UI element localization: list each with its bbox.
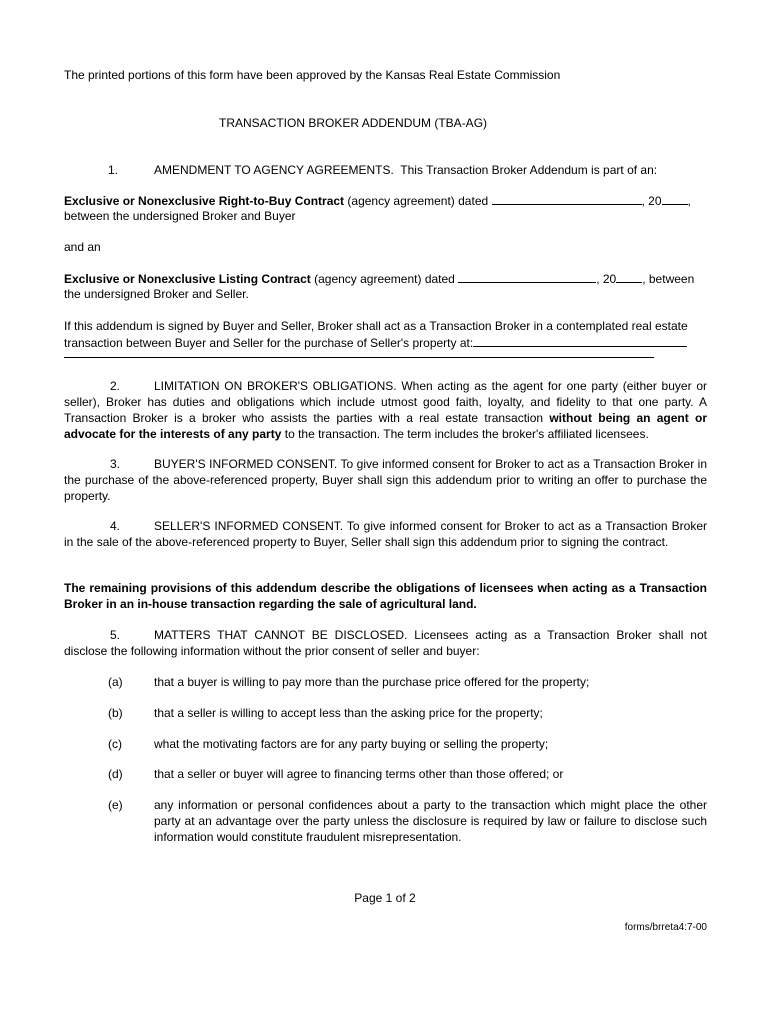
listing-between: , between xyxy=(642,272,695,286)
section-1-number: 1. xyxy=(108,163,119,177)
page-number: Page 1 of 2 xyxy=(354,891,416,905)
item-letter: (d) xyxy=(108,767,123,781)
signed-clause-line-1: If this addendum is signed by Buyer and Seller, Broker shall act as a Transaction Broker in a contemplated real estate xyxy=(64,319,688,333)
property-address-field[interactable] xyxy=(473,334,687,347)
buy-year-field[interactable] xyxy=(662,192,688,205)
list-item-b xyxy=(0,705,770,721)
section-4 xyxy=(64,518,707,550)
item-text: that a buyer is willing to pay more than the purchase price offered for the property; xyxy=(154,675,590,689)
listing-contract-text: (agency agreement) dated xyxy=(314,272,455,286)
item-letter: (a) xyxy=(108,675,123,689)
section-5-text: MATTERS THAT CANNOT BE DISCLOSED. Licensees acting as a Transaction Broker shall not disclose the following information without the prior consent of seller and buyer: xyxy=(64,628,707,658)
remaining-provisions-note: The remaining provisions of this addendum describe the obligations of licensees when acting as a Transaction Broker in an in-house transaction regarding the sale of agricultural land. xyxy=(64,581,707,611)
section-2-text-b: to the transaction. The term includes the broker's affiliated licensees. xyxy=(281,427,649,441)
listing-year-field[interactable] xyxy=(616,270,642,283)
buy-date-field[interactable] xyxy=(492,192,642,205)
item-letter: (c) xyxy=(108,737,122,751)
section-3-number: 3. xyxy=(110,457,121,471)
approval-note: The printed portions of this form have been approved by the Kansas Real Estate Commission xyxy=(64,68,561,82)
item-text: that a seller or buyer will agree to financing terms other than those offered; or xyxy=(154,767,564,781)
buy-contract-parties: between the undersigned Broker and Buyer xyxy=(64,209,296,223)
section-1-title: AMENDMENT TO AGENCY AGREEMENTS. xyxy=(154,163,394,177)
listing-year-prefix: , 20 xyxy=(596,272,617,286)
buy-contract-label: Exclusive or Nonexclusive Right-to-Buy Contract xyxy=(64,194,345,208)
section-4-text: SELLER'S INFORMED CONSENT. To give informed consent for Broker to act as a Transaction Broker in the sale of the above-referenced property to Buyer, Seller shall sign this addendum prior to signing the contract. xyxy=(64,519,707,549)
listing-contract-parties: the undersigned Broker and Seller. xyxy=(64,287,249,301)
item-letter: (b) xyxy=(108,706,123,720)
signed-clause-text: transaction between Buyer and Seller for the purchase of Seller's property at: xyxy=(64,336,474,350)
signed-clause-line-2 xyxy=(64,334,687,351)
item-letter: (e) xyxy=(108,798,123,812)
property-address-field-2[interactable] xyxy=(64,357,654,358)
buy-contract-text: (agency agreement) dated xyxy=(347,194,489,208)
buy-year-prefix: , 20 xyxy=(641,194,662,208)
item-text: that a seller is willing to accept less than the asking price for the property; xyxy=(154,706,543,720)
buy-contract-line xyxy=(64,192,707,209)
listing-date-field[interactable] xyxy=(458,270,596,283)
section-1-text: This Transaction Broker Addendum is part of an: xyxy=(400,163,658,177)
item-text: any information or personal confidences about a party to the transaction which might place the other party at an advantage over the party unless the disclosure is required by law or failure to disclose such information would constitute fraudulent misrepresentation. xyxy=(154,798,707,844)
section-2-text-a: LIMITATION ON BROKER'S OBLIGATIONS. When acting as the agent for one party (either buyer or seller), Broker has duties and obligations which include utmost good faith, loyalty, and fidelity to that one party. A Transaction Broker is a broker who assists the parties with a real estate transaction xyxy=(64,379,707,425)
form-id: forms/brreta4:7-00 xyxy=(624,922,707,933)
section-1-heading xyxy=(154,162,657,178)
list-item-e xyxy=(0,797,770,847)
section-5-number: 5. xyxy=(110,628,121,642)
section-3-text: BUYER'S INFORMED CONSENT. To give informed consent for Broker to act as a Transaction Broker in the purchase of the above-referenced property, Buyer shall sign this addendum prior to writing an offer to purchase the property. xyxy=(64,457,707,503)
section-5 xyxy=(64,627,707,659)
list-item-c xyxy=(0,736,770,752)
and-an-text: and an xyxy=(64,240,101,254)
section-3 xyxy=(64,456,707,504)
buy-comma: , xyxy=(687,194,691,208)
list-item-d xyxy=(0,766,770,782)
section-4-number: 4. xyxy=(110,519,121,533)
document-title: TRANSACTION BROKER ADDENDUM (TBA-AG) xyxy=(219,116,488,130)
listing-contract-line xyxy=(64,270,707,287)
section-2-number: 2. xyxy=(110,379,121,393)
section-2 xyxy=(64,378,707,442)
listing-contract-label: Exclusive or Nonexclusive Listing Contract xyxy=(64,272,311,286)
item-text: what the motivating factors are for any party buying or selling the property; xyxy=(154,737,549,751)
list-item-a xyxy=(0,674,770,690)
section-2-bold: without being an agent or advocate for the interests of any party xyxy=(64,411,708,441)
